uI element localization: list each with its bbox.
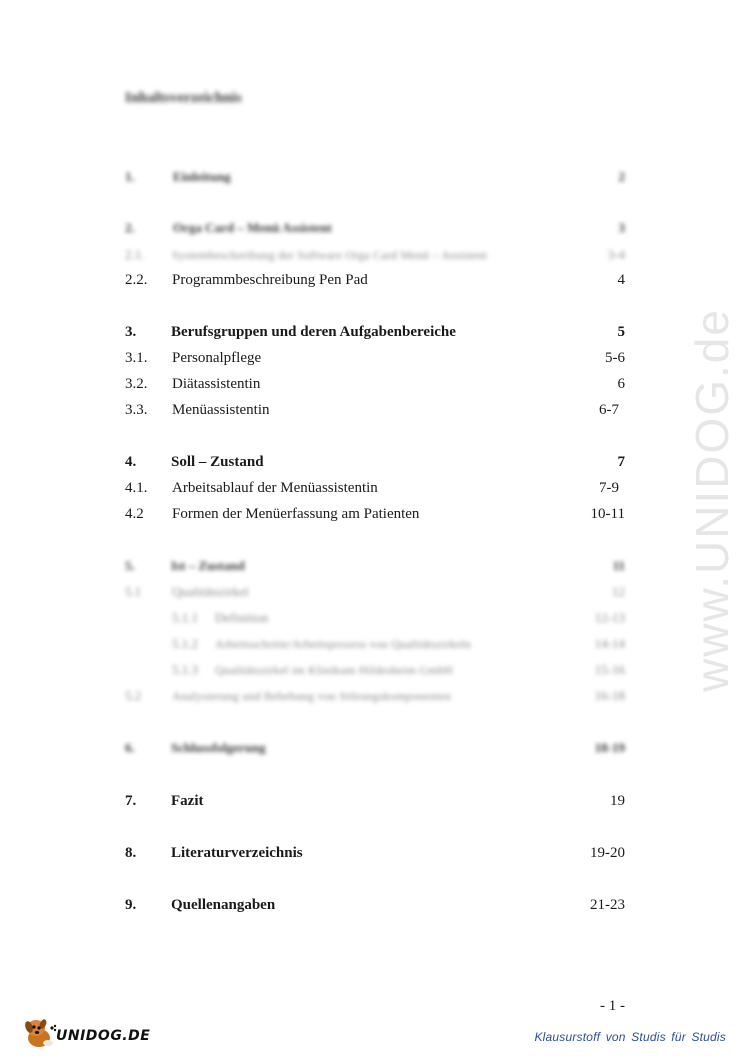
- toc-entry: [125, 218, 625, 238]
- unidog-logo[interactable]: [22, 1014, 162, 1050]
- toc-entry-title: Qualitätszirkel: [172, 584, 249, 599]
- toc-entry: [125, 348, 625, 368]
- toc-entry-page: 19-20: [590, 845, 625, 861]
- toc-entry: [125, 660, 625, 680]
- toc-entry-number: 5.1.3: [172, 662, 198, 677]
- toc-entry-number: 2.2.: [125, 272, 148, 288]
- toc-entry-title: Analysierung und Behebung von Störungskomponenten: [172, 689, 452, 703]
- toc-entry-page: 11: [612, 558, 625, 573]
- toc-entry-number: 4.2: [125, 506, 144, 522]
- toc-entry: [125, 245, 625, 265]
- toc-entry-title: Menüassistentin: [172, 402, 270, 418]
- toc-entry-page: 10-11: [590, 506, 625, 522]
- toc-entry-number: 5.2: [125, 688, 142, 703]
- toc-entry-number: 2.: [125, 220, 135, 235]
- toc-entry: [125, 400, 625, 420]
- toc-entry-page: 6: [617, 376, 625, 392]
- toc-entry-page: 12: [612, 584, 625, 599]
- toc-entry-page: 7: [617, 454, 625, 470]
- toc-entry-number: 5.1: [125, 584, 142, 599]
- toc-entry: [125, 452, 625, 472]
- toc-entry-title: Schlussfolgerung: [171, 740, 266, 755]
- toc-entry-page: 3: [618, 220, 625, 235]
- toc-entry-page: 2: [618, 169, 625, 184]
- dog-mascot-icon: [22, 1014, 58, 1050]
- toc-entry: [125, 843, 625, 863]
- toc-entry-title: Fazit: [171, 793, 204, 809]
- toc-entry-title: Soll – Zustand: [171, 454, 264, 470]
- toc-entry: [125, 608, 625, 628]
- toc-entry-number: 3.2.: [125, 376, 148, 392]
- toc-entry: [125, 556, 625, 576]
- toc-entry: [125, 167, 625, 187]
- toc-entry-number: 4.1.: [125, 480, 148, 496]
- toc-entry-title: Berufsgruppen und deren Aufgabenbereiche: [171, 324, 456, 340]
- toc-entry-title: Personalpflege: [172, 350, 262, 366]
- toc-entry-page: 5-6: [605, 350, 625, 366]
- toc-entry-number: 4.: [125, 454, 137, 470]
- toc-entry-number: 3.3.: [125, 402, 148, 418]
- toc-entry: [125, 791, 625, 811]
- toc-entry-number: 3.1.: [125, 350, 148, 366]
- toc-entry-number: 5.1.1: [172, 610, 198, 625]
- toc-entry-number: 7.: [125, 793, 137, 809]
- toc-entry-number: 1.: [125, 169, 135, 184]
- toc-entry-page: 19: [610, 793, 625, 809]
- toc-entry-title: Arbeitsschritte/Arbeitsprozess von Qualitätszirkeln: [215, 637, 472, 651]
- toc-entry-title: Quellenangaben: [171, 897, 276, 913]
- toc-entry-title: Literaturverzeichnis: [171, 845, 303, 861]
- toc-entry-number: 8.: [125, 845, 137, 861]
- toc-entry: [125, 895, 625, 915]
- toc-entry: [125, 634, 625, 654]
- toc-entry-number: 6.: [125, 740, 135, 755]
- toc-entry: [125, 686, 625, 706]
- toc-entry-number: 5.1.2: [172, 636, 198, 651]
- toc-entry-page: 7-9: [599, 480, 619, 496]
- toc-entry-title: Formen der Menüerfassung am Patienten: [172, 506, 420, 522]
- toc-entry-title: Einleitung: [173, 169, 231, 184]
- toc-entry: [125, 738, 625, 758]
- toc-entry-number: 2.1.: [125, 247, 145, 262]
- toc-entry-number: 9.: [125, 897, 137, 913]
- toc-entry-number: 3.: [125, 324, 137, 340]
- toc-entry-page: 16-18: [594, 688, 625, 703]
- toc-entry-title: Diätassistentin: [172, 376, 261, 392]
- toc-heading: Inhaltsverzeichnis: [125, 90, 242, 106]
- toc-entry-page: 12-13: [594, 610, 625, 625]
- toc-entry-page: 15-16: [594, 662, 625, 677]
- toc-entry-title: Qualitätszirkel im Klinikum Hildesheim GmbH: [215, 663, 453, 677]
- toc-entry-page: 3-4: [607, 247, 625, 262]
- toc-entry-page: 21-23: [590, 897, 625, 913]
- toc-entry-title: Systembeschreibung der Software Orga Card Menü – Assistent: [172, 248, 487, 262]
- toc-entry: [125, 582, 625, 602]
- toc-entry-title: Ist – Zustand: [171, 558, 245, 573]
- page-number: - 1 -: [600, 998, 625, 1014]
- toc-entry-page: 6-7: [599, 402, 619, 418]
- toc-entry-page: 4: [617, 272, 625, 288]
- toc-entry: [125, 504, 625, 524]
- watermark: www.UNIDOG.de: [686, 308, 738, 692]
- toc-entry-page: 5: [617, 324, 625, 340]
- toc-entry: [125, 322, 625, 342]
- toc-entry-title: Arbeitsablauf der Menüassistentin: [172, 480, 378, 496]
- toc-entry-page: 18-19: [594, 740, 625, 755]
- toc-entry-number: 5.: [125, 558, 135, 573]
- footer-tagline: Klausurstoff von Studis für Studis: [534, 1030, 726, 1044]
- toc-entry: [125, 270, 625, 290]
- toc-entry-title: Definition: [215, 610, 269, 625]
- toc-entry-title: Orga Card – Menü Assistent: [173, 220, 332, 235]
- toc-entry-title: Programmbeschreibung Pen Pad: [172, 272, 368, 288]
- toc-entry: [125, 478, 625, 498]
- toc-entry: [125, 374, 625, 394]
- toc-entry-page: 14-14: [594, 636, 625, 651]
- logo-text: UNIDOG.DE: [56, 1028, 151, 1044]
